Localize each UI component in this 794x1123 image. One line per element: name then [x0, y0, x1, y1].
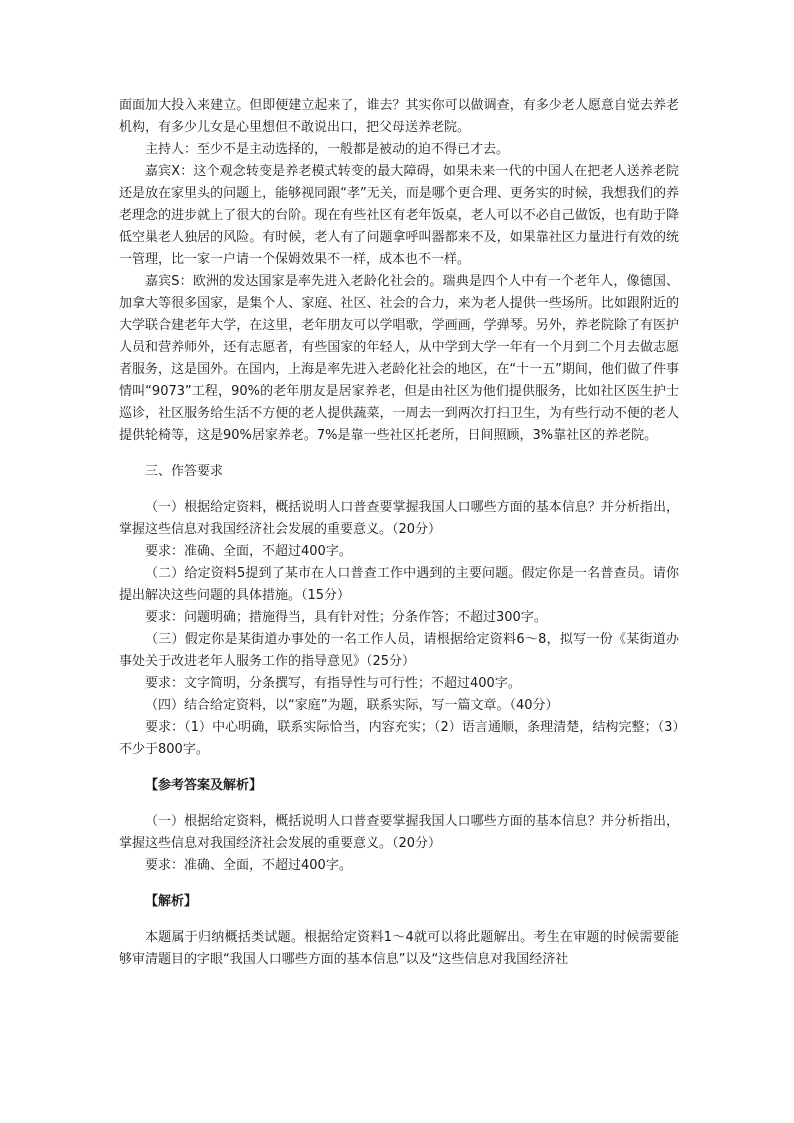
document-page	[119, 95, 679, 971]
analysis-paragraph: 本题属于归纳概括类试题。根据给定资料1～4就可以将此题解出。考生在审题的时候需要能够审清题目的字眼“我国人口哪些方面的基本信息”以及“这些信息对我国经济社	[119, 930, 679, 967]
question-3: （三）假定你是某街道办事处的一名工作人员，请根据给定资料6～8，拟写一份《某街道办事处关于改进老年人服务工作的指导意见》（25分）	[119, 632, 679, 669]
answer-heading: 【参考答案及解析】	[145, 778, 263, 793]
question-1-requirement: 要求：准确、全面，不超过400字。	[145, 544, 352, 559]
answer-question-1-requirement: 要求：准确、全面，不超过400字。	[145, 858, 352, 873]
section-heading-requirements: 三、作答要求	[145, 464, 224, 479]
question-2-requirement: 要求：问题明确；措施得当，具有针对性；分条作答；不超过300字。	[145, 610, 547, 625]
dialogue-guest-s-line: 嘉宾S：欧洲的发达国家是率先进入老龄化社会的。瑞典是四个人中有一个老年人，像德国、加拿大等很多国家，是集个人、家庭、社区、社会的合力，来为老人提供一些场所。比如跟附近的大学联合建老年大学，在这里，老年朋友可以学唱歌，学画画，学弹琴。另外，养老院除了有医护人员和营养师外，还有志愿者，有些国家的年轻人，从中学到大学一年有一个月到二个月去做志愿者服务，这是国外。在国内，上海是率先进入老龄化社会的地区，在“十一五”期间，他们做了件事情叫“9073”工程，90%的老年朋友是居家养老，但是由社区为他们提供服务，比如社区医生护士巡诊，社区服务给生活不方便的老人提供蔬菜，一周去一到两次打扫卫生，为有些行动不便的老人提供轮椅等，这是90%居家养老。7%是靠一些社区托老所，日间照顾，3%靠社区的养老院。	[119, 274, 679, 443]
dialogue-guest-x-line: 嘉宾X：这个观念转变是养老模式转变的最大障碍，如果未来一代的中国人在把老人送养老院还是放在家里头的问题上，能够视同跟“孝”无关，而是哪个更合理、更务实的时候，我想我们的养老理念的进步就上了很大的台阶。现在有些社区有老年饭桌，老人可以不必自己做饭，也有助于降低空巢老人独居的风险。有时候，老人有了问题拿呼叫器都来不及，如果靠社区力量进行有效的统一管理，比一家一户请一个保姆效果不一样，成本也不一样。	[119, 164, 679, 267]
question-4-requirement: 要求：（1）中心明确，联系实际恰当，内容充实；（2）语言通顺，条理清楚，结构完整；（3）不少于800字。	[119, 720, 679, 757]
answer-question-1: （一）根据给定资料，概括说明人口普查要掌握我国人口哪些方面的基本信息？并分析指出，掌握这些信息对我国经济社会发展的重要意义。（20分）	[119, 814, 679, 851]
question-2: （二）给定资料5提到了某市在人口普查工作中遇到的主要问题。假定你是一名普查员。请你提出解决这些问题的具体措施。（15分）	[119, 566, 679, 603]
analysis-heading: 【解析】	[145, 894, 198, 909]
question-1: （一）根据给定资料，概括说明人口普查要掌握我国人口哪些方面的基本信息？并分析指出，掌握这些信息对我国经济社会发展的重要意义。（20分）	[119, 500, 679, 537]
question-4: （四）结合给定资料，以“家庭”为题，联系实际，写一篇文章。（40分）	[145, 698, 559, 713]
question-3-requirement: 要求：文字简明，分条撰写，有指导性与可行性；不超过400字。	[145, 676, 521, 691]
dialogue-host-line: 主持人：至少不是主动选择的，一般都是被动的迫不得已才去。	[145, 142, 510, 157]
dialogue-paragraph-continued: 面面加大投入来建立。但即便建立起来了，谁去？其实你可以做调查，有多少老人愿意自觉去养老机构，有多少儿女是心里想但不敢说出口，把父母送养老院。	[119, 98, 679, 135]
